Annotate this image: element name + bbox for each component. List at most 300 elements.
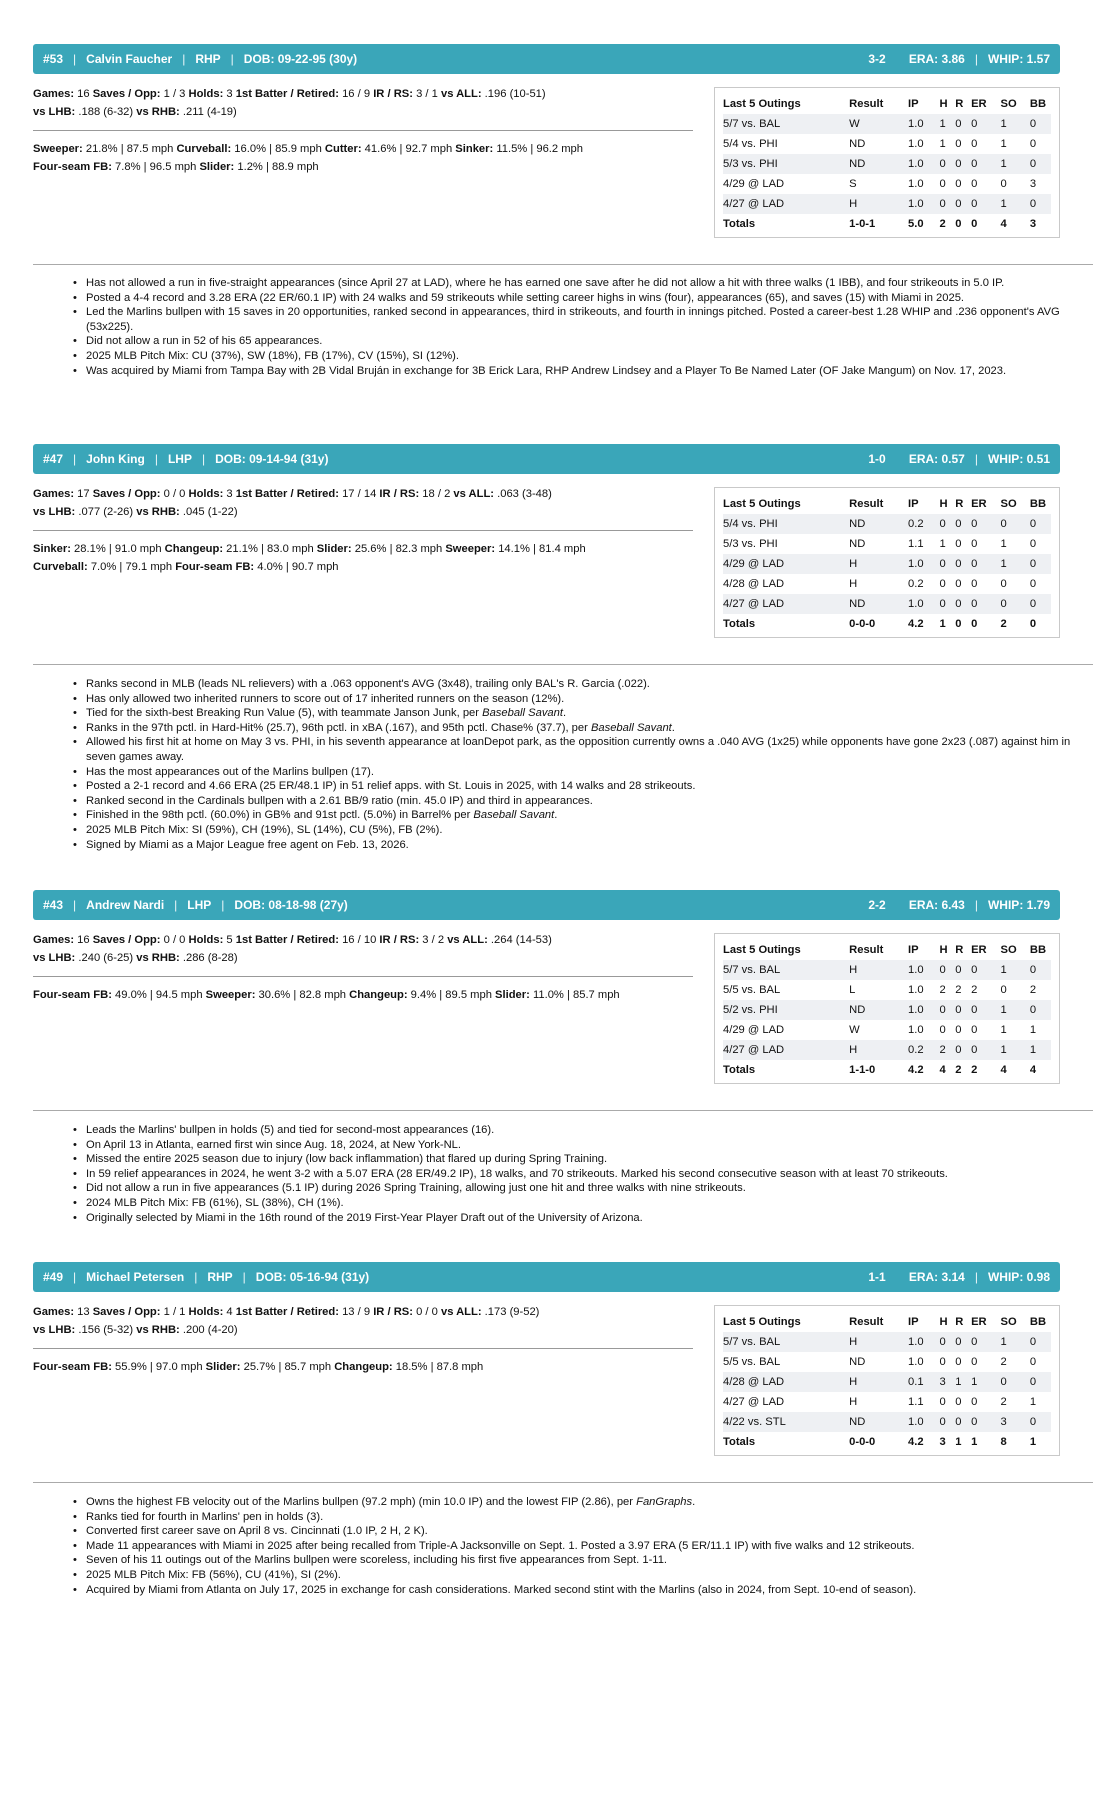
player-note: • Acquired by Miami from Atlanta on July 17, 2025 in exchange for cash considerations. Marked second stint with the Marlins (also in 2024, from Sept. 10-end of season). <box>86 1583 1071 1598</box>
pitch-value: 7.8% | 96.5 mph <box>111 161 200 173</box>
pitch-label: Cutter: <box>324 143 362 155</box>
totals-cell: 4 <box>1029 1064 1037 1076</box>
table-cell: 5/4 vs. PHI <box>723 134 849 154</box>
column-header: BB <box>1029 1316 1047 1328</box>
stat-value: .264 (14-53) <box>487 934 552 946</box>
column-header: H <box>939 1316 948 1328</box>
player-note: • Seven of his 11 outings out of the Marlins bullpen were scoreless, including his first five appearances from Sept. 1-11. <box>86 1553 1071 1568</box>
table-cell: 1 <box>971 1372 1000 1392</box>
outing-row <box>723 114 1051 134</box>
totals-row <box>723 214 1051 234</box>
table-cell: 1.0 <box>908 1020 940 1040</box>
player-note: • Leads the Marlins' bullpen in holds (5) and tied for second-most appearances (16). <box>86 1123 1071 1138</box>
table-cell: 1.0 <box>908 1332 940 1352</box>
table-cell: 5/3 vs. PHI <box>723 154 849 174</box>
stat-value: 16 / 10 <box>338 934 380 946</box>
table-cell: 5/7 vs. BAL <box>723 114 849 134</box>
table-cell: 0 <box>971 1412 1000 1432</box>
totals-cell: 2 <box>955 1064 962 1076</box>
table-cell: 0 <box>971 114 1000 134</box>
split-value: .200 (4-20) <box>179 1324 238 1336</box>
season-summary <box>868 898 1050 912</box>
player-note: • Ranks in the 97th pctl. in Hard-Hit% (25.7), 96th pctl. in xBA (.167), and 95th pctl. Chase% (37.7), per Baseball Savant. <box>86 721 1071 736</box>
outing-row <box>723 134 1051 154</box>
stat-value: 16 <box>74 88 93 100</box>
separator: | <box>974 452 978 466</box>
totals-cell: 1 <box>1029 1436 1037 1448</box>
table-cell: H <box>849 574 908 594</box>
table-cell: 0 <box>940 1412 956 1432</box>
totals-cell: 2 <box>1000 618 1007 630</box>
table-cell: 0 <box>955 194 971 214</box>
table-cell: 0 <box>940 174 956 194</box>
stat-value: 1 / 3 <box>160 88 189 100</box>
totals-cell: 4.2 <box>908 1436 924 1448</box>
table-cell: 1 <box>1000 1020 1029 1040</box>
table-header-row <box>723 1312 1051 1332</box>
split-stats-line <box>33 1321 693 1339</box>
column-header: BB <box>1029 98 1047 110</box>
pitch-value: 21.1% | 83.0 mph <box>223 543 317 555</box>
player-note: • Originally selected by Miami in the 16th round of the 2019 First-Year Player Draft out of the University of Arizona. <box>86 1211 1071 1226</box>
pitch-label: Slider: <box>495 989 530 1001</box>
player-note: • Owns the highest FB velocity out of the Marlins bullpen (97.2 mph) (min 10.0 IP) and the lowest FIP (2.86), per FanGraphs. <box>86 1495 1071 1510</box>
era-stat: ERA: 6.43 <box>908 898 965 912</box>
section-divider <box>33 1110 1093 1111</box>
player-note: • Posted a 4-4 record and 3.28 ERA (22 ER/60.1 IP) with 24 walks and 59 strikeouts while setting career highs in wins (four), appearances (65), and saves (15) with Miami in 2025. <box>86 291 1071 306</box>
stat-label: 1st Batter / Retired: <box>235 488 339 500</box>
pitch-line <box>33 540 693 558</box>
table-cell: 0 <box>1030 1000 1051 1020</box>
column-header: Result <box>849 498 884 510</box>
table-cell: 0 <box>971 1332 1000 1352</box>
stat-label: Games: <box>33 1306 75 1318</box>
pitch-arsenal <box>33 1358 693 1376</box>
table-cell: 0 <box>955 114 971 134</box>
column-header: ER <box>971 498 987 510</box>
stats-line <box>33 85 693 103</box>
last-five-outings-box <box>714 933 1060 1084</box>
totals-cell: 3 <box>1029 218 1037 230</box>
table-cell: 0 <box>971 960 1000 980</box>
table-cell: 2 <box>955 980 971 1000</box>
player-note: • Led the Marlins bullpen with 15 saves in 20 opportunities, ranked second in appearances, third in strikeouts, and fourth in innings pitched. Posted a career-best 1.28 WHIP and .236 opponent's AVG (53x225). <box>86 305 1071 334</box>
column-header: Last 5 Outings <box>723 98 801 110</box>
table-cell: 1 <box>940 534 956 554</box>
separator: | <box>73 898 77 912</box>
split-value: .077 (2-26) <box>75 506 137 518</box>
table-cell: 5/7 vs. BAL <box>723 960 849 980</box>
player-note: • 2025 MLB Pitch Mix: FB (56%), CU (41%), SI (2%). <box>86 1568 1071 1583</box>
whip-stat: WHIP: 1.79 <box>987 898 1050 912</box>
season-stats <box>33 485 693 521</box>
split-value: .211 (4-19) <box>179 106 237 118</box>
column-header: ER <box>971 1316 987 1328</box>
win-loss-record: 1-0 <box>868 452 886 466</box>
table-cell: H <box>849 194 908 214</box>
table-cell: 0 <box>1000 174 1029 194</box>
table-cell: 0 <box>955 1412 971 1432</box>
table-cell: ND <box>849 154 908 174</box>
totals-cell: 1 <box>971 1436 978 1448</box>
separator: | <box>974 898 978 912</box>
last-five-outings-box <box>714 487 1060 638</box>
table-cell: 0 <box>971 174 1000 194</box>
split-value: .045 (1-22) <box>179 506 238 518</box>
column-header: R <box>955 98 964 110</box>
outing-row <box>723 594 1051 614</box>
table-cell: 0 <box>940 1020 956 1040</box>
table-cell: 0 <box>1030 114 1051 134</box>
table-cell: 1.0 <box>908 960 940 980</box>
separator: | <box>154 452 158 466</box>
pitch-label: Sinker: <box>455 143 494 155</box>
pitch-label: Changeup: <box>164 543 224 555</box>
stat-label: Holds: <box>188 488 224 500</box>
player-card <box>33 890 1060 1134</box>
outing-row <box>723 554 1051 574</box>
stat-label: vs ALL: <box>440 1306 482 1318</box>
table-cell: 0 <box>1030 960 1051 980</box>
column-header: Result <box>849 944 884 956</box>
last-five-outings-box <box>714 1305 1060 1456</box>
pitch-value: 1.2% | 88.9 mph <box>234 161 319 173</box>
table-cell: 1 <box>1000 1000 1029 1020</box>
table-cell: 4/29 @ LAD <box>723 174 849 194</box>
player-stats-zone <box>33 74 1060 288</box>
table-cell: 0 <box>955 1020 971 1040</box>
table-cell: 0 <box>955 1000 971 1020</box>
table-cell: 1 <box>955 1372 971 1392</box>
table-cell: 1.1 <box>908 1392 940 1412</box>
outing-row <box>723 960 1051 980</box>
table-cell: 0 <box>971 1000 1000 1020</box>
table-cell: 5/5 vs. BAL <box>723 1352 849 1372</box>
stat-value: 13 <box>74 1306 93 1318</box>
table-cell: 0 <box>940 574 956 594</box>
pitch-line <box>33 986 693 1004</box>
win-loss-record: 2-2 <box>868 898 886 912</box>
stat-value: 0 / 0 <box>412 1306 441 1318</box>
table-cell: 0 <box>940 554 956 574</box>
pitch-value: 9.4% | 89.5 mph <box>407 989 496 1001</box>
table-cell: 0 <box>955 960 971 980</box>
outing-row <box>723 980 1051 1000</box>
table-cell: 1.0 <box>908 154 940 174</box>
table-cell: 1 <box>1000 1040 1029 1060</box>
player-note: • Made 11 appearances with Miami in 2025 after being recalled from Triple-A Jacksonville on Sept. 1. Posted a 3.97 ERA (5 ER/11.1 IP) with five walks and 12 strikeouts. <box>86 1539 1071 1554</box>
column-header: ER <box>971 944 987 956</box>
stat-label: Saves / Opp: <box>92 488 161 500</box>
pitch-value: 55.9% | 97.0 mph <box>111 1361 206 1373</box>
table-cell: 5/3 vs. PHI <box>723 534 849 554</box>
pitch-line <box>33 558 693 576</box>
season-summary <box>868 452 1050 466</box>
player-note: • Ranked second in the Cardinals bullpen with a 2.61 BB/9 ratio (min. 45.0 IP) and third in appearances. <box>86 794 1071 809</box>
player-note: • Did not allow a run in 52 of his 65 appearances. <box>86 334 1071 349</box>
totals-cell: 0 <box>955 218 962 230</box>
player-card <box>33 1262 1060 1506</box>
column-header: R <box>955 1316 964 1328</box>
table-cell: 0 <box>940 1000 956 1020</box>
column-header: SO <box>1000 944 1017 956</box>
player-note: • Was acquired by Miami from Tampa Bay with 2B Vidal Bruján in exchange for 3B Erick Lara, RHP Andrew Lindsey and a Player To Be Named Later (OF Jake Mangum) on Nov. 17, 2023. <box>86 364 1071 379</box>
win-loss-record: 1-1 <box>868 1270 886 1284</box>
split-label: vs RHB: <box>136 952 180 964</box>
stats-line <box>33 1303 693 1321</box>
pitch-value: 4.0% | 90.7 mph <box>254 561 339 573</box>
pitch-label: Changeup: <box>349 989 408 1001</box>
table-cell: 0 <box>940 1352 956 1372</box>
stat-value: 16 <box>74 934 93 946</box>
section-divider <box>33 1482 1093 1483</box>
pitch-arsenal <box>33 140 693 176</box>
table-cell: 0 <box>1030 1332 1051 1352</box>
throwing-hand: RHP <box>207 1270 233 1284</box>
table-cell: 4/29 @ LAD <box>723 554 849 574</box>
table-cell: 1.0 <box>908 980 940 1000</box>
stats-divider <box>33 1348 693 1349</box>
date-of-birth: DOB: 05-16-94 (31y) <box>255 1270 370 1284</box>
column-header: IP <box>908 98 919 110</box>
player-note: • Ranks second in MLB (leads NL relievers) with a .063 opponent's AVG (3x48), trailing only BAL's R. Garcia (.022). <box>86 677 1071 692</box>
column-header: IP <box>908 944 919 956</box>
date-of-birth: DOB: 09-22-95 (30y) <box>243 52 358 66</box>
table-cell: ND <box>849 1352 908 1372</box>
outing-row <box>723 194 1051 214</box>
player-name: Andrew Nardi <box>86 898 165 912</box>
era-stat: ERA: 0.57 <box>908 452 965 466</box>
throwing-hand: LHP <box>187 898 212 912</box>
stat-label: 1st Batter / Retired: <box>235 1306 339 1318</box>
section-divider <box>33 664 1093 665</box>
jersey-number: #43 <box>43 898 64 912</box>
stats-divider <box>33 976 693 977</box>
throwing-hand: RHP <box>195 52 221 66</box>
player-header-bar <box>33 1262 1060 1292</box>
pitch-arsenal <box>33 540 693 576</box>
stat-label: Holds: <box>188 1306 224 1318</box>
jersey-number: #47 <box>43 452 64 466</box>
table-cell: S <box>849 174 908 194</box>
pitch-value: 25.6% | 82.3 mph <box>351 543 446 555</box>
separator: | <box>73 1270 77 1284</box>
table-cell: W <box>849 1020 908 1040</box>
player-note: • 2024 MLB Pitch Mix: FB (61%), SL (38%), CH (1%). <box>86 1196 1071 1211</box>
pitch-value: 18.5% | 87.8 mph <box>392 1361 484 1373</box>
table-cell: 0 <box>971 134 1000 154</box>
totals-cell: 8 <box>1000 1436 1007 1448</box>
era-stat: ERA: 3.86 <box>908 52 965 66</box>
pitch-value: 30.6% | 82.8 mph <box>255 989 350 1001</box>
separator: | <box>73 452 77 466</box>
table-cell: 5/7 vs. BAL <box>723 1332 849 1352</box>
stat-label: IR / RS: <box>373 88 413 100</box>
table-cell: 0 <box>971 1352 1000 1372</box>
table-cell: 1 <box>940 134 956 154</box>
table-cell: 0 <box>1030 574 1051 594</box>
table-header-row <box>723 494 1051 514</box>
section-divider <box>33 264 1093 265</box>
separator: | <box>974 1270 978 1284</box>
table-cell: 1 <box>1030 1392 1051 1412</box>
totals-cell: 3 <box>939 1436 946 1448</box>
table-cell: 1 <box>1000 114 1029 134</box>
pitch-label: Four-seam FB: <box>175 561 255 573</box>
table-cell: 1.0 <box>908 594 940 614</box>
player-identity <box>43 452 328 466</box>
table-cell: 0 <box>971 154 1000 174</box>
stat-value: 18 / 2 <box>419 488 454 500</box>
pitch-line <box>33 140 693 158</box>
table-header-row <box>723 94 1051 114</box>
stat-value: 0 / 0 <box>160 934 189 946</box>
table-cell: 4/22 vs. STL <box>723 1412 849 1432</box>
table-cell: 1 <box>1000 194 1029 214</box>
pitch-value: 7.0% | 79.1 mph <box>87 561 176 573</box>
column-header: Last 5 Outings <box>723 498 801 510</box>
totals-cell: 2 <box>971 1064 978 1076</box>
table-cell: 2 <box>1030 980 1051 1000</box>
player-note: • Converted first career save on April 8 vs. Cincinnati (1.0 IP, 2 H, 2 K). <box>86 1524 1071 1539</box>
table-cell: 0 <box>955 514 971 534</box>
separator: | <box>974 52 978 66</box>
pitch-value: 11.0% | 85.7 mph <box>529 989 620 1001</box>
table-cell: 1 <box>1030 1040 1051 1060</box>
player-note: • Has the most appearances out of the Marlins bullpen (17). <box>86 765 1071 780</box>
table-cell: H <box>849 1392 908 1412</box>
table-cell: W <box>849 114 908 134</box>
table-cell: 4/29 @ LAD <box>723 1020 849 1040</box>
pitch-value: 21.8% | 87.5 mph <box>82 143 177 155</box>
pitch-arsenal <box>33 986 693 1004</box>
table-cell: 0 <box>955 134 971 154</box>
pitch-value: 16.0% | 85.9 mph <box>231 143 325 155</box>
table-cell: 0 <box>955 574 971 594</box>
column-header: Last 5 Outings <box>723 944 801 956</box>
totals-cell: 1 <box>939 618 946 630</box>
totals-cell: 0 <box>971 618 978 630</box>
table-cell: 0 <box>955 174 971 194</box>
totals-cell: 4.2 <box>908 1064 924 1076</box>
stat-value: 4 <box>223 1306 236 1318</box>
whip-stat: WHIP: 0.51 <box>987 452 1050 466</box>
column-header: R <box>955 944 964 956</box>
table-cell: 0 <box>1030 594 1051 614</box>
stat-value: 13 / 9 <box>338 1306 374 1318</box>
player-card <box>33 444 1060 688</box>
player-stats-zone <box>33 920 1060 1134</box>
pitch-label: Four-seam FB: <box>33 161 112 173</box>
outing-row <box>723 1020 1051 1040</box>
split-label: vs LHB: <box>33 1324 76 1336</box>
table-cell: 0 <box>971 554 1000 574</box>
outing-row <box>723 514 1051 534</box>
player-note: • Has not allowed a run in five-straight appearances (since April 27 at LAD), where he has earned one save after he did not allow a hit with three walks (1 IBB), and four strikeouts in 5.0 IP. <box>86 276 1071 291</box>
stat-label: Saves / Opp: <box>92 88 161 100</box>
outing-row <box>723 1332 1051 1352</box>
outing-row <box>723 574 1051 594</box>
table-cell: 1 <box>1030 1020 1051 1040</box>
table-cell: 0 <box>940 960 956 980</box>
separator: | <box>182 52 186 66</box>
split-stats-line <box>33 103 693 121</box>
table-cell: 1 <box>1000 534 1029 554</box>
season-summary <box>868 52 1050 66</box>
totals-cell: Totals <box>723 1436 756 1448</box>
player-note: • Finished in the 98th pctl. (60.0%) in GB% and 91st pctl. (5.0%) in Barrel% per Baseball Savant. <box>86 808 1071 823</box>
pitch-label: Slider: <box>205 1361 241 1373</box>
player-notes-list <box>86 1123 1071 1225</box>
player-notes-list <box>86 276 1071 378</box>
table-cell: 1 <box>1000 554 1029 574</box>
player-name: Michael Petersen <box>86 1270 185 1284</box>
pitch-label: Sweeper: <box>33 143 83 155</box>
player-note: • On April 13 in Atlanta, earned first win since Aug. 18, 2024, at New York-NL. <box>86 1138 1071 1153</box>
player-header-bar <box>33 444 1060 474</box>
column-header: Result <box>849 1316 884 1328</box>
totals-cell: 0 <box>971 218 978 230</box>
column-header: IP <box>908 498 919 510</box>
last-five-outings-box <box>714 87 1060 238</box>
separator: | <box>221 898 225 912</box>
outing-row <box>723 1040 1051 1060</box>
table-cell: 0 <box>971 574 1000 594</box>
table-cell: 3 <box>940 1372 956 1392</box>
stat-value: 16 / 9 <box>338 88 374 100</box>
separator: | <box>73 52 77 66</box>
stat-value: 17 <box>74 488 93 500</box>
table-cell: 0 <box>955 594 971 614</box>
split-stats-line <box>33 949 693 967</box>
table-cell: ND <box>849 1412 908 1432</box>
separator: | <box>194 1270 198 1284</box>
table-cell: 1.0 <box>908 134 940 154</box>
last-five-outings-table <box>723 940 1051 1080</box>
table-cell: 5/2 vs. PHI <box>723 1000 849 1020</box>
player-note: • 2025 MLB Pitch Mix: SI (59%), CH (19%), SL (14%), CU (5%), FB (2%). <box>86 823 1071 838</box>
stat-label: vs ALL: <box>440 88 482 100</box>
player-header-bar <box>33 44 1060 74</box>
table-cell: 0 <box>1030 534 1051 554</box>
totals-cell: 1-1-0 <box>849 1064 876 1076</box>
player-name: John King <box>86 452 145 466</box>
pitch-label: Four-seam FB: <box>33 989 112 1001</box>
season-stats <box>33 85 693 121</box>
totals-cell: 0 <box>955 618 962 630</box>
player-identity <box>43 1270 369 1284</box>
table-cell: 0 <box>955 1332 971 1352</box>
stats-line <box>33 931 693 949</box>
totals-cell: 0 <box>1029 618 1037 630</box>
column-header: BB <box>1029 498 1047 510</box>
column-header: SO <box>1000 98 1017 110</box>
player-note: • Ranks tied for fourth in Marlins' pen in holds (3). <box>86 1510 1071 1525</box>
table-cell: 1.0 <box>908 174 940 194</box>
totals-cell: 1 <box>955 1436 962 1448</box>
table-cell: 0 <box>1000 574 1029 594</box>
outing-row <box>723 1000 1051 1020</box>
column-header: BB <box>1029 944 1047 956</box>
pitch-value: 28.1% | 91.0 mph <box>70 543 165 555</box>
split-value: .240 (6-25) <box>75 952 137 964</box>
stat-label: Games: <box>33 934 75 946</box>
table-cell: 2 <box>1000 1352 1029 1372</box>
table-cell: 1.0 <box>908 194 940 214</box>
pitch-label: Changeup: <box>334 1361 393 1373</box>
table-cell: 0 <box>971 594 1000 614</box>
table-cell: 1.0 <box>908 114 940 134</box>
